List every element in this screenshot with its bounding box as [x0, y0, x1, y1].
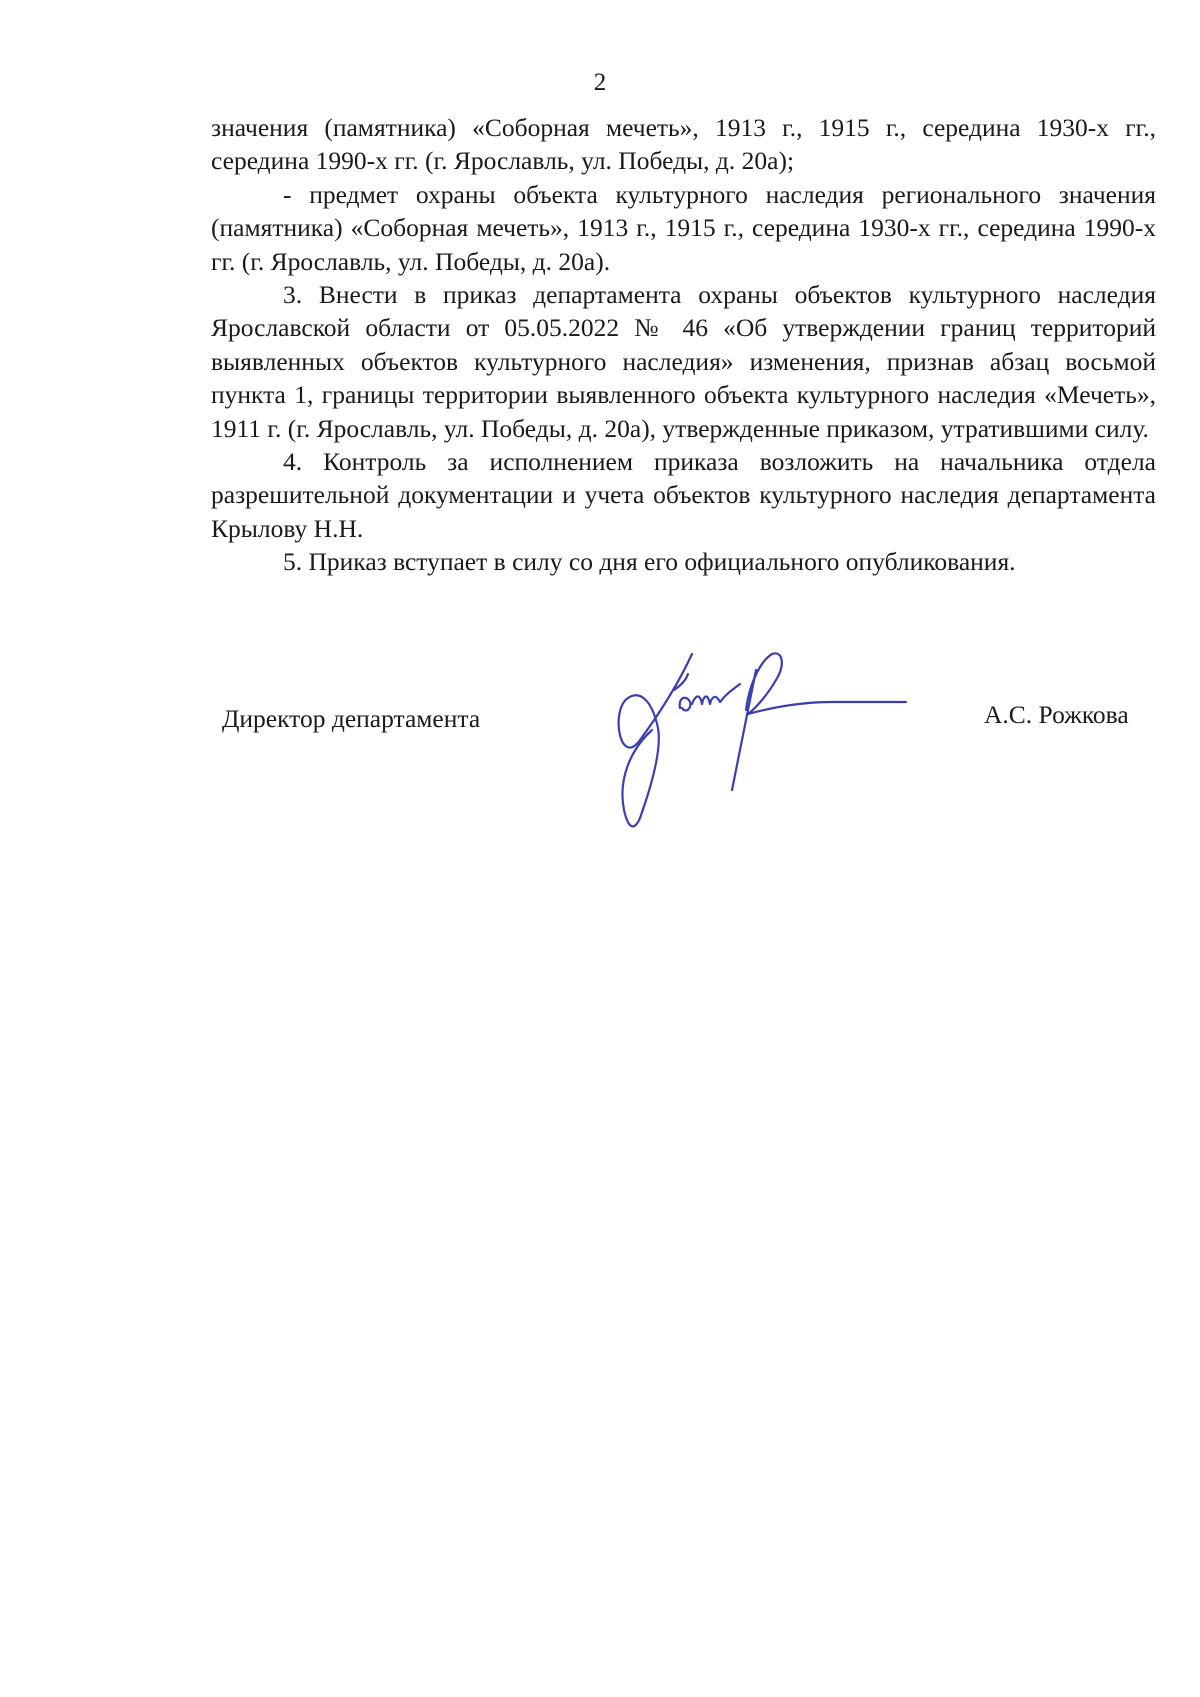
page-number: 2	[593, 69, 607, 96]
paragraph-2: - предмет охраны объекта культурного наследия регионального значения (памятника) «Соборная мечеть», 1913 г., 1915 г., середина 1930-х гг., середина 1990-х гг. (г. Ярославль, ул. Победы, д. 20а).	[211, 179, 1156, 276]
paragraph-1: значения (памятника) «Соборная мечеть», 1913 г., 1915 г., середина 1930-х гг., середина 1990-х гг. (г. Ярославль, ул. Победы, д. 20а);	[211, 113, 1156, 176]
paragraph-4: 4. Контроль за исполнением приказа возложить на начальника отдела разрешительной документации и учета объектов культурного наследия департамента Крылову Н.Н.	[211, 447, 1156, 543]
handwritten-signature-icon	[600, 650, 930, 840]
paragraph-3: 3. Внести в приказ департамента охраны объектов культурного наследия Ярославской области от 05.05.2022 № 46 «Об утверждении границ территорий выявленных объектов культурного наследия» изменения, признав абзац восьмой пункта 1, границы территории выявленного объекта культурного наследия «Мечеть», 1911 г. (г. Ярославль, ул. Победы, д. 20а), утвержденные приказом, утратившими силу.	[211, 280, 1156, 443]
paragraph-5: 5. Приказ вступает в силу со дня его официального опубликования.	[283, 547, 1016, 577]
signatory-name: А.С. Рожкова	[984, 700, 1129, 729]
signatory-position: Директор департамента	[222, 704, 481, 733]
